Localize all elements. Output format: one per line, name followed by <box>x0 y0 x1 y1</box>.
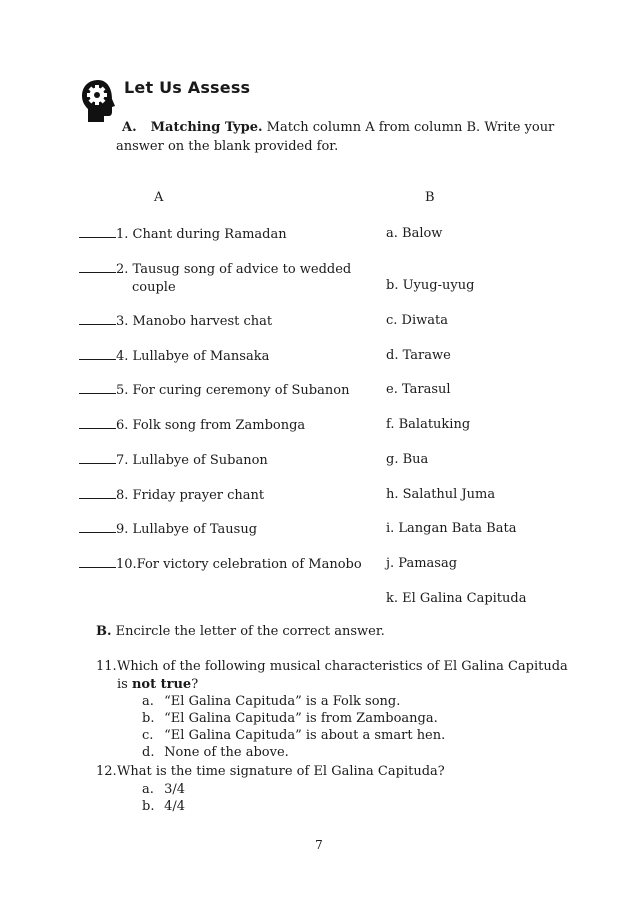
option-letter: a. <box>142 694 154 709</box>
column-b-item: d. Tarawe <box>386 348 451 363</box>
head-gear-icon <box>80 78 116 124</box>
column-b-item: b. Uyug-uyug <box>386 278 475 293</box>
column-a-item <box>79 416 305 435</box>
section-a-instruction-line1: Match column A from column B. Write your <box>266 120 555 135</box>
column-b-item: j. Pamasag <box>386 556 458 571</box>
section-title: Let Us Assess <box>124 78 251 97</box>
column-a-item <box>79 225 287 244</box>
option-text: 3/4 <box>164 782 186 797</box>
option-item[interactable] <box>142 727 445 744</box>
question-text-cont: is <box>117 677 132 692</box>
question-11 <box>96 658 568 694</box>
option-item[interactable] <box>142 781 185 798</box>
emphasis-not-true: not true <box>131 677 192 692</box>
option-text: “El Galina Capituda” is a Folk song. <box>164 694 401 709</box>
column-b-item: k. El Galina Capituda <box>386 591 527 606</box>
answer-blank[interactable] <box>79 520 116 533</box>
section-a-instructions <box>116 118 566 156</box>
column-a-text: 2. Tausug song of advice to wedded <box>116 262 352 277</box>
column-a-item <box>79 451 268 470</box>
column-a-text: 8. Friday prayer chant <box>116 488 265 503</box>
question-12 <box>96 763 445 781</box>
option-item[interactable] <box>142 798 185 815</box>
column-a-item <box>79 520 257 539</box>
answer-blank[interactable] <box>79 486 116 499</box>
column-a-item <box>79 260 351 297</box>
column-a-text: 4. Lullabye of Mansaka <box>116 349 270 364</box>
section-a-heading: Matching Type. <box>150 120 263 135</box>
answer-blank[interactable] <box>79 347 116 360</box>
option-letter: d. <box>142 745 155 760</box>
column-a-text: 9. Lullabye of Tausug <box>116 522 258 537</box>
option-letter: b. <box>142 711 155 726</box>
column-b-header: B <box>425 190 435 205</box>
answer-blank[interactable] <box>79 260 116 273</box>
column-b-item: c. Diwata <box>386 313 448 328</box>
column-a-item <box>79 347 269 366</box>
question-mark: ? <box>191 677 199 692</box>
column-a-item <box>79 486 264 505</box>
answer-blank[interactable] <box>79 225 116 238</box>
column-b-item: i. Langan Bata Bata <box>386 521 517 536</box>
column-a-text: 6. Folk song from Zambonga <box>116 418 306 433</box>
option-letter: a. <box>142 782 154 797</box>
option-text: “El Galina Capituda” is from Zamboanga. <box>164 711 438 726</box>
question-number: 12. <box>96 764 117 779</box>
section-b-instructions <box>96 624 385 639</box>
question-number: 11. <box>96 659 117 674</box>
column-a-text: 7. Lullabye of Subanon <box>116 453 268 468</box>
q11-options <box>142 693 445 761</box>
column-b-item: f. Balatuking <box>386 417 471 432</box>
section-b-instruction: Encircle the letter of the correct answer. <box>115 624 385 639</box>
column-b-item: h. Salathul Juma <box>386 487 496 502</box>
option-text: None of the above. <box>164 745 289 760</box>
column-a-text: 3. Manobo harvest chat <box>116 314 273 329</box>
answer-blank[interactable] <box>79 416 116 429</box>
answer-blank[interactable] <box>79 381 116 394</box>
section-b-label: B. <box>96 624 112 639</box>
column-b-item: g. Bua <box>386 452 429 467</box>
column-a-item <box>79 312 272 331</box>
option-letter: c. <box>142 728 154 743</box>
question-text: Which of the following musical characteristics of El Galina Capituda <box>117 659 568 674</box>
option-letter: b. <box>142 799 155 814</box>
column-a-item <box>79 555 362 574</box>
answer-blank[interactable] <box>79 312 116 325</box>
column-a-text: 5. For curing ceremony of Subanon <box>116 383 350 398</box>
option-text: 4/4 <box>164 799 186 814</box>
page-number: 7 <box>315 838 323 852</box>
column-a-item <box>79 381 349 400</box>
answer-blank[interactable] <box>79 451 116 464</box>
column-a-header: A <box>154 190 164 205</box>
q12-options <box>142 781 185 815</box>
column-b-item: a. Balow <box>386 226 443 241</box>
option-text: “El Galina Capituda” is about a smart hen. <box>164 728 446 743</box>
question-text: What is the time signature of El Galina Capituda? <box>117 764 445 779</box>
column-b-item: e. Tarasul <box>386 382 451 397</box>
section-a-label: A. <box>122 120 137 135</box>
column-a-text: couple <box>132 280 176 295</box>
option-item[interactable] <box>142 744 445 761</box>
answer-blank[interactable] <box>79 555 116 568</box>
section-a-instruction-line2: answer on the blank provided for. <box>116 139 339 154</box>
column-a-text: 1. Chant during Ramadan <box>116 227 287 242</box>
option-item[interactable] <box>142 710 445 727</box>
column-a-text: 10.For victory celebration of Manobo <box>116 557 362 572</box>
option-item[interactable] <box>142 693 445 710</box>
